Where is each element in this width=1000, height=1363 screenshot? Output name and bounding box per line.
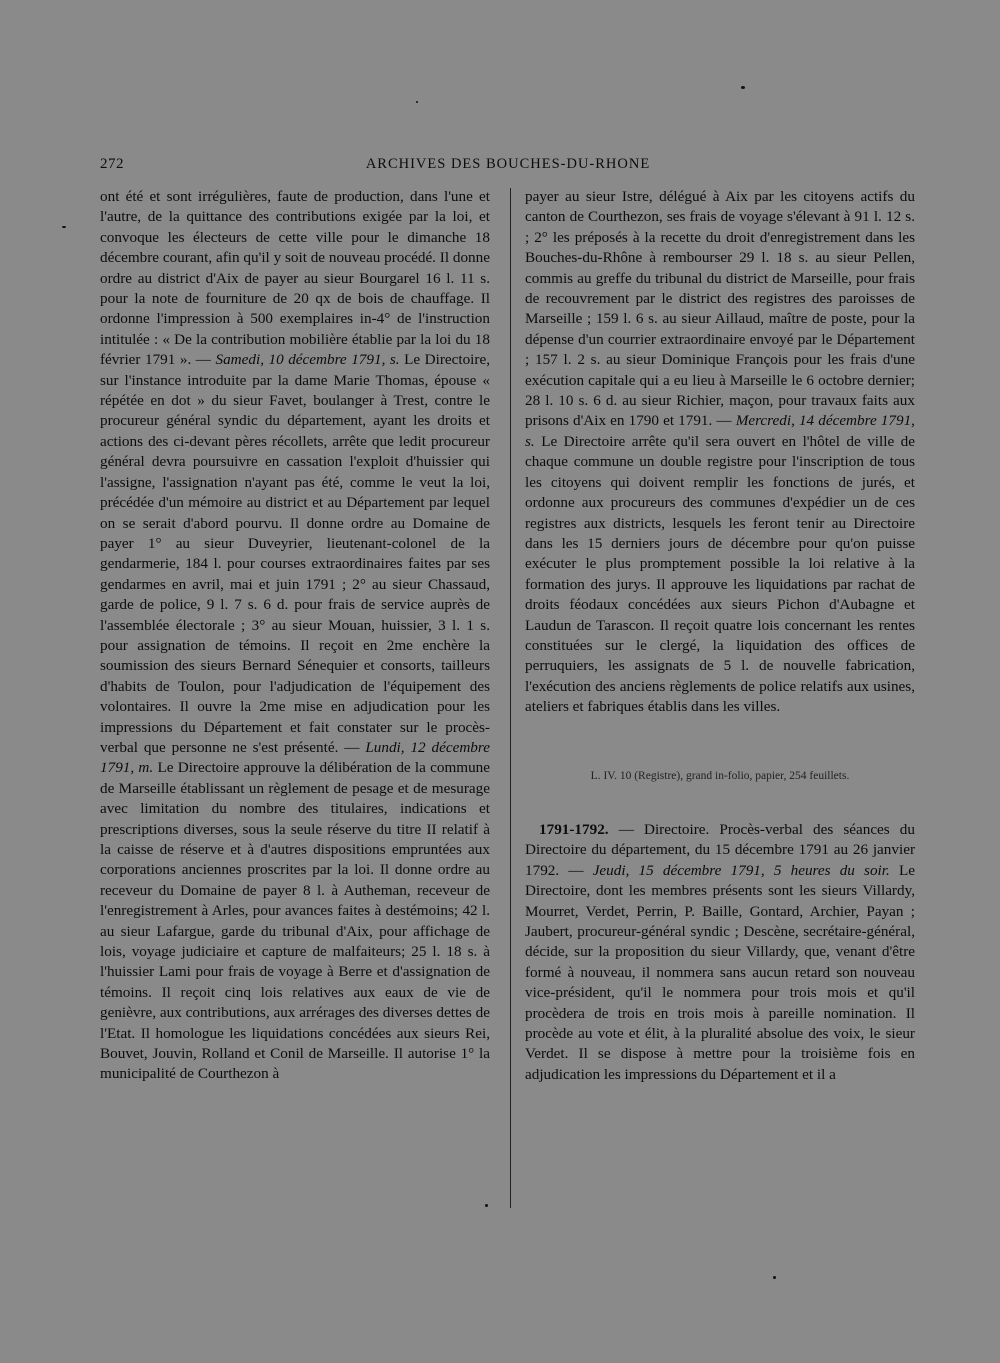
- running-title: ARCHIVES DES BOUCHES-DU-RHONE: [365, 156, 651, 172]
- entry-text-a: — Directoire. Procès-verbal des séances du Directoire du département, du 15 décembre 1791 au 26 janvier 1792. —: [525, 820, 915, 879]
- page-number: 272: [100, 156, 124, 172]
- entry-date-thursday: Jeudi, 15 décembre 1791, 5 heures du soir.: [592, 861, 890, 879]
- entry-1791-1792: [525, 820, 915, 1085]
- column-divider: [510, 188, 511, 1208]
- left-text-c: Le Directoire approuve la délibération de la commune de Marseille établissant un règlement de pesage et de mesurage avec limitation du nombre des titulaires, indications et prescriptions diverses, sous la seule réserve du titre II relatif à la caisse de réserve et à d'autres dispositions empruntées aux corporations anciennes proscrites par la loi. Il donne ordre au receveur du Domaine de payer 8 l. à Autheman, receveur de l'enregistrement à Arles, pour avances faites à destémoins; 42 l. au sieur Lafargue, garde du tribunal d'Aix, pour affichage de lois, voyage judiciaire et capture de malfaiteurs; 25 l. 18 s. à l'huissier Lami pour frais de voyage à Berre et d'assignation de témoins. Il reçoit cinq lois relatives aux eaux de vie de genièvre, aux contributions, aux arrérages des diverses dettes de l'Etat. Il homologue les liquidations concédées aux sieurs Rei, Bouvet, Jouvin, Rolland et Conil de Marseille. Il autorise 1° la municipalité de Courthezon à: [100, 759, 491, 1083]
- scan-speck: [485, 1204, 488, 1207]
- scan-speck: [416, 101, 418, 103]
- archive-source-note: L. IV. 10 (Registre), grand in-folio, papier, 254 feuillets.: [590, 769, 850, 782]
- scan-speck: [62, 226, 66, 228]
- right-column: [525, 187, 915, 1085]
- left-date-monday: Lundi, 12 décembre 1791, m.: [100, 738, 490, 777]
- left-paragraph: [100, 187, 490, 1085]
- right-text-b: Le Directoire arrête qu'il sera ouvert en l'hôtel de ville de chaque commune un double registre pour l'inscription de tous les citoyens qui doivent remplir les fonctions de jurés, et ordonne aux procureurs des communes d'expédier un de ces registres aux districts, lesquels les feront tenir au Directoire dans les 15 derniers jours de décembre pour qu'on puisse exécuter le plus promptement possible la loi relative à la formation des jurys. Il approuve les liquidations par rachat de droits féodaux concédées aux sieurs Pichon d'Aubagne et Laudun de Tarascon. Il reçoit quatre lois concernant les rentes constituées sur le clergé, la liquidation des offices de perruquiers, les assignats de 5 l. de nouvelle fabrication, l'exécution des anciens règlements de police relatifs aux usines, ateliers et fabriques établis dans les villes.: [525, 432, 915, 716]
- left-text-a: ont été et sont irrégulières, faute de production, dans l'une et l'autre, de la quittance des contributions exigée par la loi, et convoque les électeurs de cette ville pour le dimanche 18 décembre courant, afin qu'il y soit de nouveau procédé. Il donne ordre au district d'Aix de payer au sieur Bourgarel 16 l. 11 s. pour la note de fourniture de 20 qx de bois de chauffage. Il ordonne l'impression à 500 exemplaires in-4° de l'instruction intitulée : « De la contribution mobilière établie par la loi du 18 février 1791 ». —: [100, 188, 490, 369]
- scan-speck: [773, 1276, 776, 1279]
- entry-text-b: Le Directoire, dont les membres présents sont les sieurs Villardy, Mourret, Verdet, Perrin, P. Baille, Gontard, Archier, Payan ; Jaubert, procureur-général syndic ; Descène, secrétaire-général, décide, sur la proposition du sieur Villardy, que, venant d'être formé à nouveau, il nommera sans aucun retard son nouveau vice-président, qu'il le nommera pour trois mois et qu'il procèdera de trois en trois mois à pareille nomination. Il procède au vote et élit, à la pluralité absolue des voix, le sieur Verdet. Il se dispose à mettre pour la troisième fois en adjudication les impressions du Département et il a: [525, 861, 915, 1083]
- page-header: [100, 156, 916, 178]
- right-date-wednesday: Mercredi, 14 décembre 1791, s.: [525, 412, 915, 450]
- left-text-b: Le Directoire, sur l'instance introduite par la dame Marie Thomas, épouse « répétée en dot » du sieur Favet, boulanger à Trest, contre le procureur général syndic du département, ayant les droits et actions des ci-devant pères récollets, arrête que ledit procureur général devra poursuivre en cassation l'exploit d'huissier qui l'assigne, l'assignation n'ayant pas été, comme le veut la loi, précédée d'un mémoire au district et au Département par lequel on se serait d'abord pourvu. Il donne ordre au Domaine de payer 1° au sieur Duveyrier, lieutenant-colonel de la gendarmerie, 184 l. pour courses extraordinaires faites par ses gendarmes en avril, mai et juin 1791 ; 2° au sieur Chassaud, garde de police, 9 l. 7 s. 6 d. pour frais de service auprès de l'assemblée électorale ; 3° au sieur Mouan, huissier, 3 l. 1 s. pour assignation de témoins. Il reçoit en 2me enchère la soumission des sieurs Bernard Sénequier et consorts, tailleurs d'habits de Toulon, pour l'adjudication de l'équipement des volontaires. Il ouvre la 2me mise en adjudication pour les impressions du Département et fait constater sur le procès-verbal que personne ne s'est présenté. —: [100, 351, 490, 756]
- left-date-saturday: Samedi, 10 décembre 1791, s.: [215, 351, 400, 369]
- right-paragraph: [525, 187, 915, 718]
- left-column: [100, 187, 490, 1085]
- entry-years: 1791-1792.: [539, 820, 609, 838]
- scan-speck: [741, 86, 745, 89]
- right-text-a: payer au sieur Istre, délégué à Aix par les citoyens actifs du canton de Courthezon, ses frais de voyage s'élevant à 91 l. 12 s. ; 2° les préposés à la recette du droit d'enregistrement dans les Bouches-du-Rhône à rembourser 29 l. 18 s. au sieur Pellen, commis au greffe du tribunal du district de Marseille, pour frais de recouvrement par le district des registres des paroisses de Marseille ; 159 l. 6 s. au sieur Aillaud, maître de poste, pour la dépense d'un courrier extraordinaire envoyé par le Département ; 157 l. 2 s. au sieur Dominique François pour les frais d'une exécution capitale qui a eu lieu à Marseille le 6 octobre dernier; 28 l. 10 s. 6 d. au sieur Richier, maçon, pour travaux faits aux prisons d'Aix en 1790 et 1791. —: [525, 188, 915, 430]
